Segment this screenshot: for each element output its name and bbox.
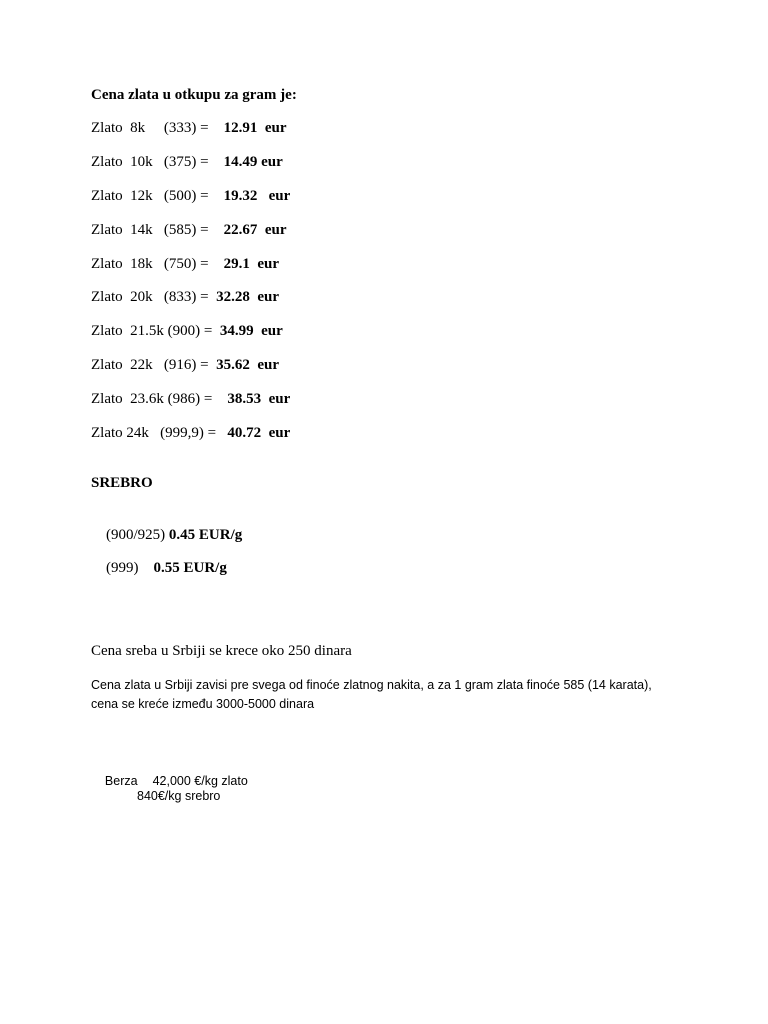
gold-price-row-value: 38.53 eur xyxy=(227,391,291,407)
gold-price-row-value: 40.72 eur xyxy=(227,425,291,441)
gold-price-row-label: Zlato 20k (833) = xyxy=(91,289,217,305)
gold-serbia-note-line1: Cena zlata u Srbiji zavisi pre svega od finoće zlatnog nakita, a za 1 gram zlata finoće 585 (14 karata), xyxy=(91,678,652,692)
silver-row-label: (999) xyxy=(106,560,154,576)
gold-price-row-label: Zlato 23.6k (986) = xyxy=(91,391,228,407)
silver-heading: SREBRO xyxy=(91,475,153,491)
gold-price-row-label: Zlato 21.5k (900) = xyxy=(91,323,220,339)
gold-price-row-value: 12.91 eur xyxy=(223,120,287,136)
gold-price-row-label: Zlato 24k (999,9) = xyxy=(91,425,228,441)
page-heading: Cena zlata u otkupu za gram je: xyxy=(91,87,297,103)
gold-price-row xyxy=(91,322,283,340)
silver-row-value: 0.55 EUR/g xyxy=(153,560,227,576)
gold-price-row-label: Zlato 12k (500) = xyxy=(91,188,224,204)
silver-row-value: 0.45 EUR/g xyxy=(168,527,243,543)
silver-serbia-note: Cena sreba u Srbiji se krece oko 250 dinara xyxy=(91,643,352,659)
gold-price-row-value: 22.67 eur xyxy=(223,222,287,238)
gold-price-row-label: Zlato 10k (375) = xyxy=(91,154,224,170)
exchange-label: Berza xyxy=(104,774,138,788)
gold-price-row xyxy=(91,424,290,442)
gold-price-row-label: Zlato 18k (750) = xyxy=(91,256,224,272)
exchange-silver-value: 840€/kg srebro xyxy=(137,789,221,803)
gold-serbia-note-line2: cena se kreće između 3000-5000 dinara xyxy=(91,697,315,711)
gold-price-row-label: Zlato 22k (916) = xyxy=(91,357,217,373)
silver-row-label: (900/925) xyxy=(106,527,169,543)
exchange-gold-value: 42,000 €/kg zlato xyxy=(152,774,248,788)
gold-price-row-value: 32.28 eur xyxy=(216,289,280,305)
gold-price-row-label: Zlato 8k (333) = xyxy=(91,120,224,136)
gold-price-row-value: 29.1 eur xyxy=(223,256,280,272)
gold-price-row xyxy=(91,356,279,374)
gold-price-row-label: Zlato 14k (585) = xyxy=(91,222,224,238)
gold-price-row xyxy=(91,187,290,205)
gold-price-row xyxy=(91,221,287,239)
silver-row xyxy=(91,541,227,595)
gold-price-row-value: 14.49 eur xyxy=(223,154,283,170)
gold-price-row xyxy=(91,255,279,273)
gold-price-row-value: 19.32 eur xyxy=(223,188,291,204)
gold-price-row xyxy=(91,288,279,306)
gold-price-row xyxy=(91,390,290,408)
gold-price-row xyxy=(91,153,283,171)
gold-price-row xyxy=(91,119,287,137)
gold-price-row-value: 35.62 eur xyxy=(216,357,280,373)
gold-price-row-value: 34.99 eur xyxy=(219,323,283,339)
